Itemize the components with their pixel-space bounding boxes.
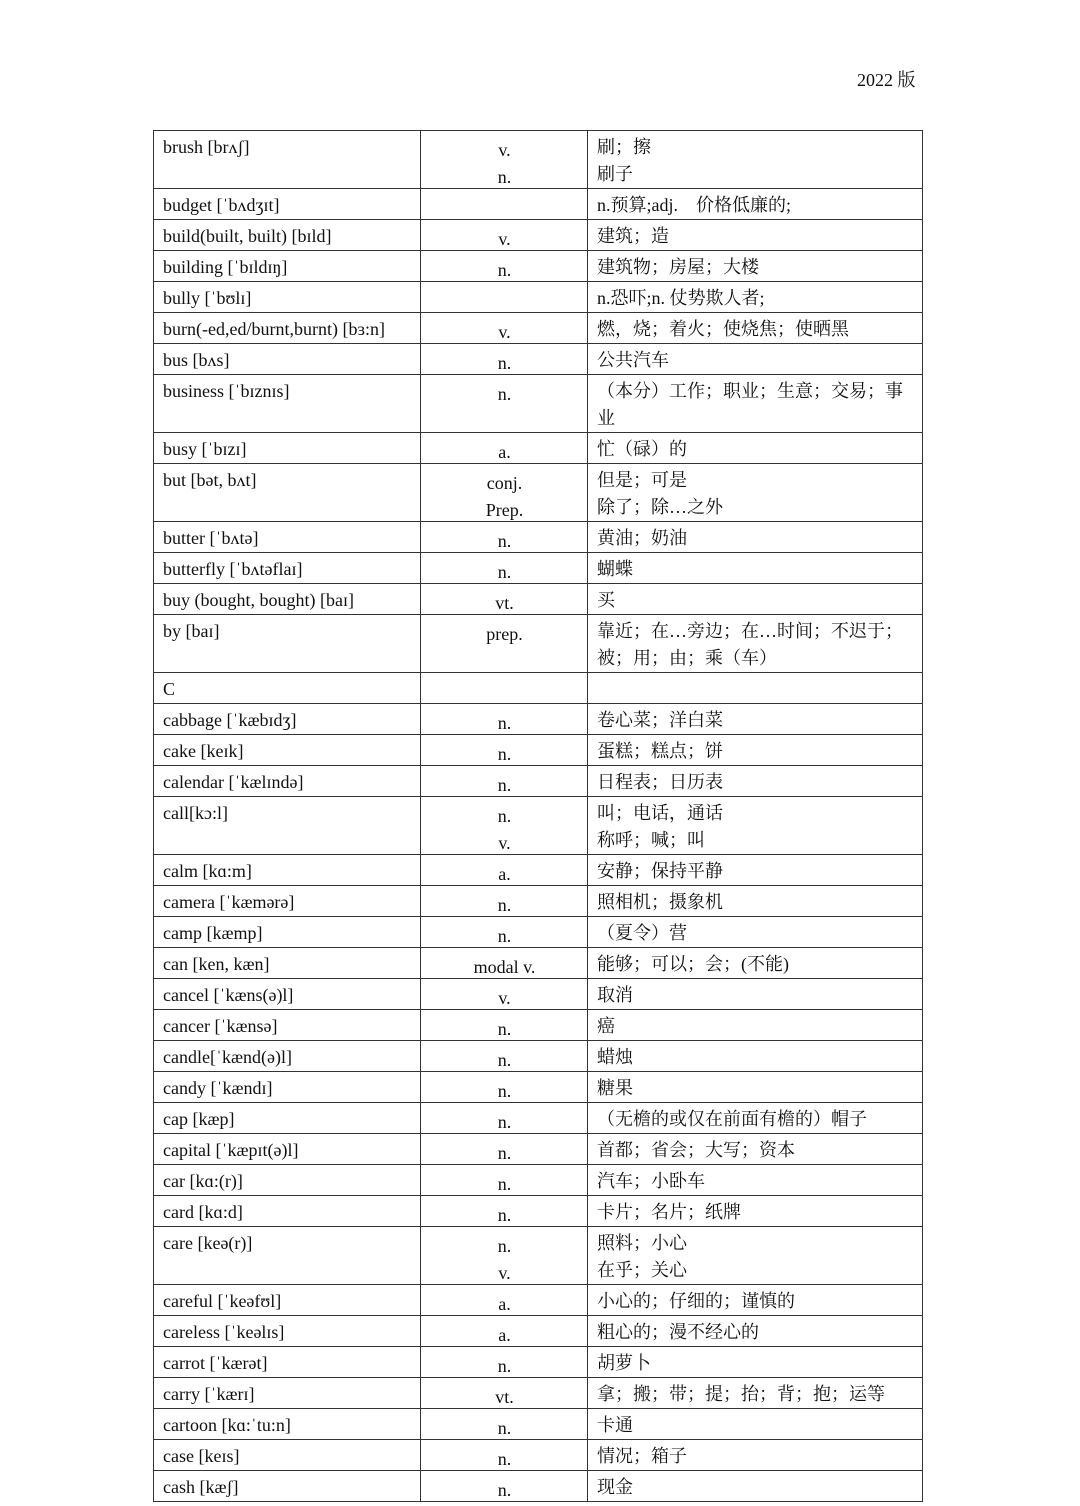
part-of-speech-cell [421, 917, 588, 948]
vocabulary-table-body [154, 131, 923, 1502]
meaning-text: 靠近；在…旁边；在…时间；不迟于；被；用；由；乘（车） [597, 621, 903, 668]
meaning-text: 除了；除…之外 [597, 497, 723, 517]
meaning-text: 公共汽车 [597, 350, 669, 370]
table-row [154, 1072, 923, 1103]
word-text: calm [kɑ:m] [163, 861, 252, 881]
part-of-speech-text: a. [498, 1325, 511, 1345]
word-cell [154, 1378, 421, 1409]
meaning-cell [588, 189, 923, 220]
part-of-speech-cell [421, 735, 588, 766]
table-row [154, 673, 923, 704]
meaning-text [597, 676, 914, 703]
meaning-cell [588, 704, 923, 735]
meaning-cell [588, 766, 923, 797]
meaning-cell [588, 1227, 923, 1285]
word-cell [154, 1316, 421, 1347]
meaning-text: 小心的；仔细的；谨慎的 [597, 1291, 795, 1311]
meaning-text: 卷心菜；洋白菜 [597, 710, 723, 730]
word-text: care [keə(r)] [163, 1233, 253, 1253]
meaning-cell [588, 522, 923, 553]
part-of-speech-text: n. [497, 1019, 512, 1039]
meaning-text: （本分）工作；职业；生意；交易；事业 [597, 381, 903, 428]
word-cell [154, 1471, 421, 1502]
part-of-speech-cell [421, 553, 588, 584]
word-cell [154, 979, 421, 1010]
word-text: cabbage [ˈkæbɪdʒ] [163, 710, 297, 730]
meaning-text: 但是；可是 [597, 470, 687, 490]
word-cell [154, 766, 421, 797]
word-text: butterfly [ˈbʌtəflaɪ] [163, 559, 303, 579]
meaning-cell [588, 251, 923, 282]
word-text: camp [kæmp] [163, 923, 263, 943]
table-row [154, 433, 923, 464]
meaning-text: 燃，烧；着火；使烧焦；使晒黑 [597, 319, 849, 339]
meaning-cell [588, 1103, 923, 1134]
word-text: case [keɪs] [163, 1446, 240, 1466]
table-row [154, 1165, 923, 1196]
meaning-text: 黄油；奶油 [597, 528, 687, 548]
table-row [154, 131, 923, 189]
part-of-speech-text: modal v. [473, 957, 536, 977]
part-of-speech-text: n. [497, 1480, 512, 1500]
word-cell [154, 615, 421, 673]
part-of-speech-text: a. [498, 1294, 511, 1314]
table-row [154, 735, 923, 766]
meaning-cell [588, 1010, 923, 1041]
meaning-text: 粗心的；漫不经心的 [597, 1322, 759, 1342]
part-of-speech-cell [421, 673, 588, 704]
part-of-speech-cell [421, 344, 588, 375]
word-text: car [kɑ:(r)] [163, 1171, 243, 1191]
part-of-speech-text: n. [497, 775, 512, 795]
word-cell [154, 1440, 421, 1471]
table-row [154, 855, 923, 886]
part-of-speech-cell [421, 1378, 588, 1409]
part-of-speech-cell [421, 979, 588, 1010]
meaning-text: 取消 [597, 985, 633, 1005]
word-cell [154, 1227, 421, 1285]
word-cell [154, 131, 421, 189]
part-of-speech-cell [421, 948, 588, 979]
table-row [154, 189, 923, 220]
meaning-text: 安静；保持平静 [597, 861, 723, 881]
part-of-speech-cell [421, 1196, 588, 1227]
word-cell [154, 344, 421, 375]
word-text: cancel [ˈkæns(ə)l] [163, 985, 294, 1005]
word-text: candle[ˈkænd(ə)l] [163, 1047, 292, 1067]
meaning-text: 在乎；关心 [597, 1260, 687, 1280]
meaning-text: 蜡烛 [597, 1047, 633, 1067]
part-of-speech-text: v. [498, 988, 511, 1008]
meaning-cell [588, 1165, 923, 1196]
word-cell [154, 1196, 421, 1227]
part-of-speech-text [430, 285, 579, 312]
meaning-text: 建筑物；房屋；大楼 [597, 257, 759, 277]
word-cell [154, 1103, 421, 1134]
word-cell [154, 1010, 421, 1041]
meaning-cell [588, 1041, 923, 1072]
word-cell [154, 886, 421, 917]
meaning-text: 情况；箱子 [597, 1446, 687, 1466]
meaning-text: 买 [597, 590, 615, 610]
table-row [154, 220, 923, 251]
table-row [154, 313, 923, 344]
word-cell [154, 1072, 421, 1103]
part-of-speech-text: n. [497, 1205, 512, 1225]
meaning-cell [588, 433, 923, 464]
word-text: can [ken, kæn] [163, 954, 270, 974]
part-of-speech-cell [421, 433, 588, 464]
meaning-cell [588, 1347, 923, 1378]
meaning-text: 日程表；日历表 [597, 772, 723, 792]
meaning-text: n.恐吓;n. 仗势欺人者; [597, 288, 765, 308]
word-cell [154, 797, 421, 855]
word-cell [154, 189, 421, 220]
word-text: capital [ˈkæpɪt(ə)l] [163, 1140, 299, 1160]
table-row [154, 615, 923, 673]
meaning-text: 汽车；小卧车 [597, 1171, 705, 1191]
word-text: business [ˈbɪznɪs] [163, 381, 290, 401]
word-cell [154, 251, 421, 282]
part-of-speech-text: v. [498, 833, 511, 853]
meaning-cell [588, 584, 923, 615]
meaning-cell [588, 464, 923, 522]
table-row [154, 1285, 923, 1316]
part-of-speech-cell [421, 131, 588, 189]
word-text: card [kɑ:d] [163, 1202, 243, 1222]
meaning-cell [588, 855, 923, 886]
part-of-speech-cell [421, 313, 588, 344]
meaning-text: （夏令）营 [597, 923, 687, 943]
word-text: call[kɔ:l] [163, 803, 228, 823]
part-of-speech-cell [421, 251, 588, 282]
part-of-speech-cell [421, 464, 588, 522]
word-cell [154, 553, 421, 584]
word-text: but [bət, bʌt] [163, 470, 257, 490]
word-text: C [163, 679, 176, 699]
part-of-speech-text: v. [498, 1263, 511, 1283]
meaning-text: 叫；电话，通话 [597, 803, 723, 823]
word-cell [154, 1041, 421, 1072]
meaning-cell [588, 886, 923, 917]
table-row [154, 1227, 923, 1285]
word-cell [154, 673, 421, 704]
meaning-text: 刷；擦 [597, 137, 651, 157]
table-row [154, 1010, 923, 1041]
word-cell [154, 282, 421, 313]
part-of-speech-text: a. [498, 864, 511, 884]
word-text: cap [kæp] [163, 1109, 235, 1129]
part-of-speech-text: a. [498, 442, 511, 462]
word-text: carrot [ˈkærət] [163, 1353, 268, 1373]
meaning-cell [588, 917, 923, 948]
part-of-speech-text: vt. [495, 1387, 514, 1407]
word-text: buy (bought, bought) [baɪ] [163, 590, 354, 610]
table-row [154, 917, 923, 948]
part-of-speech-text: v. [498, 322, 511, 342]
word-cell [154, 1285, 421, 1316]
table-row [154, 1196, 923, 1227]
meaning-cell [588, 979, 923, 1010]
part-of-speech-text: n. [497, 1050, 512, 1070]
part-of-speech-cell [421, 704, 588, 735]
part-of-speech-cell [421, 886, 588, 917]
word-cell [154, 704, 421, 735]
table-row [154, 979, 923, 1010]
table-row [154, 1440, 923, 1471]
table-row [154, 522, 923, 553]
meaning-cell [588, 797, 923, 855]
part-of-speech-text: n. [497, 1236, 512, 1256]
word-text: cake [keɪk] [163, 741, 244, 761]
word-cell [154, 735, 421, 766]
meaning-text: 称呼；喊；叫 [597, 830, 705, 850]
meaning-cell [588, 735, 923, 766]
word-cell [154, 220, 421, 251]
part-of-speech-text: n. [497, 1112, 512, 1132]
meaning-cell [588, 344, 923, 375]
part-of-speech-text: n. [497, 562, 512, 582]
table-row [154, 584, 923, 615]
part-of-speech-text [430, 192, 579, 219]
part-of-speech-text: n. [497, 1449, 512, 1469]
part-of-speech-text: n. [497, 384, 512, 404]
word-text: busy [ˈbɪzɪ] [163, 439, 247, 459]
part-of-speech-text: n. [497, 1143, 512, 1163]
meaning-cell [588, 1134, 923, 1165]
meaning-cell [588, 1196, 923, 1227]
part-of-speech-text: n. [497, 744, 512, 764]
word-text: cartoon [kɑ:ˈtu:n] [163, 1415, 291, 1435]
word-text: careless [ˈkeəlɪs] [163, 1322, 285, 1342]
table-row [154, 282, 923, 313]
word-text: candy [ˈkændɪ] [163, 1078, 273, 1098]
part-of-speech-cell [421, 1072, 588, 1103]
part-of-speech-cell [421, 766, 588, 797]
word-cell [154, 1409, 421, 1440]
part-of-speech-cell [421, 1285, 588, 1316]
part-of-speech-text: v. [498, 229, 511, 249]
table-row [154, 1471, 923, 1502]
table-row [154, 766, 923, 797]
meaning-text: 能够；可以；会；(不能) [597, 954, 789, 974]
vocabulary-table [153, 130, 923, 1502]
part-of-speech-text: conj. [486, 473, 523, 493]
part-of-speech-text: n. [497, 167, 512, 187]
part-of-speech-text: n. [497, 806, 512, 826]
table-row [154, 797, 923, 855]
word-cell [154, 522, 421, 553]
meaning-cell [588, 948, 923, 979]
meaning-cell [588, 1378, 923, 1409]
meaning-cell [588, 673, 923, 704]
table-row [154, 1378, 923, 1409]
meaning-text: 照料；小心 [597, 1233, 687, 1253]
part-of-speech-cell [421, 615, 588, 673]
table-row [154, 344, 923, 375]
word-cell [154, 1347, 421, 1378]
meaning-cell [588, 1471, 923, 1502]
meaning-cell [588, 220, 923, 251]
part-of-speech-cell [421, 1316, 588, 1347]
word-cell [154, 464, 421, 522]
edition-label: 2022 版 [857, 70, 916, 90]
word-cell [154, 855, 421, 886]
meaning-cell [588, 313, 923, 344]
part-of-speech-text: n. [497, 1081, 512, 1101]
meaning-text: 癌 [597, 1016, 615, 1036]
word-text: building [ˈbɪldɪŋ] [163, 257, 288, 277]
part-of-speech-cell [421, 522, 588, 553]
part-of-speech-text: Prep. [485, 500, 524, 520]
meaning-cell [588, 1316, 923, 1347]
part-of-speech-cell [421, 1471, 588, 1502]
meaning-text: 刷子 [597, 164, 633, 184]
word-cell [154, 948, 421, 979]
meaning-text: 建筑；造 [597, 226, 669, 246]
meaning-text: 首都；省会；大写；资本 [597, 1140, 795, 1160]
table-row [154, 1347, 923, 1378]
part-of-speech-text: n. [497, 895, 512, 915]
word-cell [154, 313, 421, 344]
table-row [154, 553, 923, 584]
part-of-speech-text: n. [497, 353, 512, 373]
table-row [154, 948, 923, 979]
word-text: calendar [ˈkælɪndə] [163, 772, 304, 792]
word-text: by [baɪ] [163, 621, 220, 641]
word-text: camera [ˈkæmərə] [163, 892, 295, 912]
word-text: careful [ˈkeəfʊl] [163, 1291, 282, 1311]
word-cell [154, 1134, 421, 1165]
table-row [154, 1409, 923, 1440]
part-of-speech-cell [421, 1103, 588, 1134]
word-text: cancer [ˈkænsə] [163, 1016, 278, 1036]
word-cell [154, 1165, 421, 1196]
table-row [154, 464, 923, 522]
part-of-speech-cell [421, 1347, 588, 1378]
word-text: burn(-ed,ed/burnt,burnt) [bɜ:n] [163, 319, 385, 339]
part-of-speech-text: n. [497, 926, 512, 946]
part-of-speech-text: v. [498, 140, 511, 160]
meaning-text: （无檐的或仅在前面有檐的）帽子 [597, 1109, 867, 1129]
table-row [154, 1316, 923, 1347]
word-text: carry [ˈkærɪ] [163, 1384, 255, 1404]
part-of-speech-cell [421, 375, 588, 433]
meaning-cell [588, 1072, 923, 1103]
meaning-text: 照相机；摄象机 [597, 892, 723, 912]
part-of-speech-cell [421, 797, 588, 855]
meaning-text: n.预算;adj. 价格低廉的; [597, 195, 791, 215]
meaning-cell [588, 1285, 923, 1316]
table-row [154, 251, 923, 282]
part-of-speech-cell [421, 1041, 588, 1072]
word-text: bus [bʌs] [163, 350, 230, 370]
part-of-speech-text: n. [497, 531, 512, 551]
meaning-text: 蝴蝶 [597, 559, 633, 579]
table-row [154, 1103, 923, 1134]
part-of-speech-text: n. [497, 1174, 512, 1194]
meaning-text: 现金 [597, 1477, 633, 1497]
table-row [154, 375, 923, 433]
meaning-cell [588, 1409, 923, 1440]
part-of-speech-text: vt. [495, 593, 514, 613]
part-of-speech-cell [421, 1227, 588, 1285]
word-cell [154, 433, 421, 464]
table-row [154, 1041, 923, 1072]
meaning-cell [588, 553, 923, 584]
word-text: brush [brʌʃ] [163, 137, 250, 157]
meaning-text: 拿；搬；带；提；抬；背；抱；运等 [597, 1384, 885, 1404]
meaning-text: 卡通 [597, 1415, 633, 1435]
meaning-cell [588, 375, 923, 433]
table-row [154, 704, 923, 735]
part-of-speech-cell [421, 1010, 588, 1041]
part-of-speech-cell [421, 1409, 588, 1440]
part-of-speech-text: prep. [486, 624, 523, 644]
part-of-speech-text: n. [497, 713, 512, 733]
part-of-speech-cell [421, 189, 588, 220]
word-text: build(built, built) [bɪld] [163, 226, 332, 246]
part-of-speech-text [430, 676, 579, 703]
part-of-speech-text: n. [497, 260, 512, 280]
meaning-cell [588, 131, 923, 189]
meaning-text: 糖果 [597, 1078, 633, 1098]
meaning-cell [588, 615, 923, 673]
word-cell [154, 584, 421, 615]
word-text: bully [ˈbʊlɪ] [163, 288, 252, 308]
meaning-text: 卡片；名片；纸牌 [597, 1202, 741, 1222]
meaning-text: 蛋糕；糕点；饼 [597, 741, 723, 761]
meaning-text: 胡萝卜 [597, 1353, 651, 1373]
word-text: budget [ˈbʌdʒɪt] [163, 195, 280, 215]
word-cell [154, 917, 421, 948]
part-of-speech-cell [421, 1165, 588, 1196]
part-of-speech-text: n. [497, 1418, 512, 1438]
table-row [154, 1134, 923, 1165]
part-of-speech-cell [421, 855, 588, 886]
word-text: cash [kæʃ] [163, 1477, 239, 1497]
word-cell [154, 375, 421, 433]
part-of-speech-cell [421, 1440, 588, 1471]
meaning-text: 忙（碌）的 [597, 439, 687, 459]
table-row [154, 886, 923, 917]
meaning-cell [588, 282, 923, 313]
part-of-speech-cell [421, 220, 588, 251]
part-of-speech-cell [421, 1134, 588, 1165]
meaning-cell [588, 1440, 923, 1471]
part-of-speech-cell [421, 584, 588, 615]
word-text: butter [ˈbʌtə] [163, 528, 259, 548]
part-of-speech-text: n. [497, 1356, 512, 1376]
part-of-speech-cell [421, 282, 588, 313]
